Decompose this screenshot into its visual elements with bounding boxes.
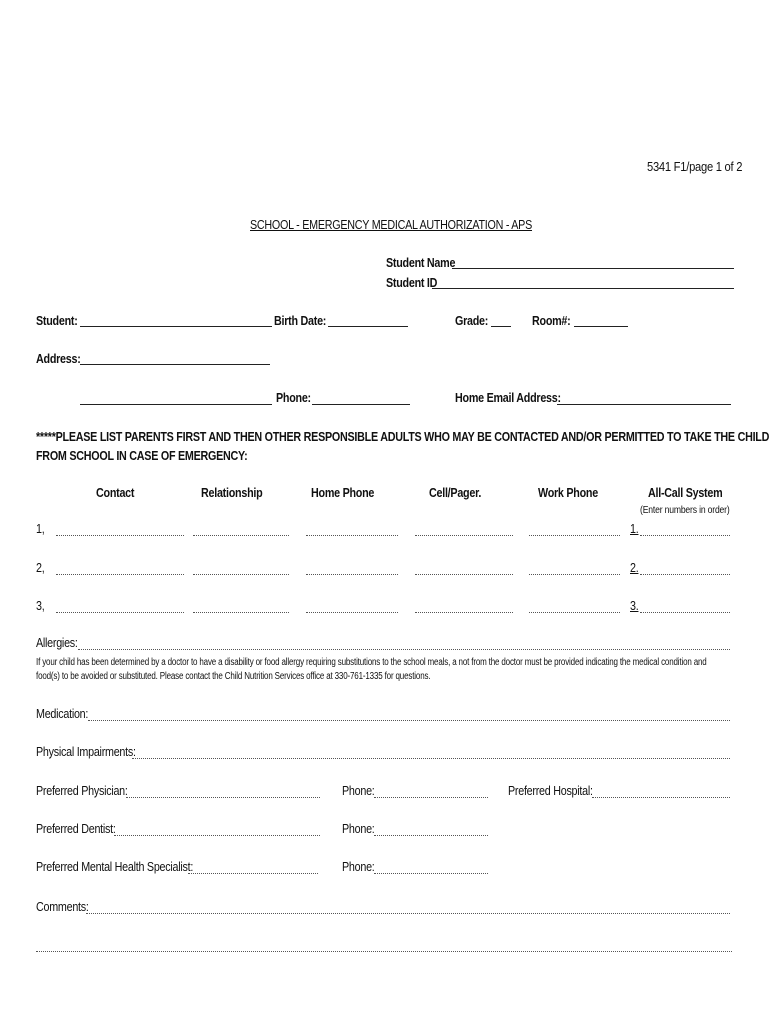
all-call-note: (Enter numbers in order) xyxy=(640,505,730,516)
address-label: Address: xyxy=(36,352,81,366)
allergies-label: Allergies: xyxy=(36,636,78,650)
allergies-field[interactable] xyxy=(78,649,730,650)
preferred-mh-label: Preferred Mental Health Specialist: xyxy=(36,860,194,874)
birth-date-field[interactable] xyxy=(328,326,408,327)
row1-contact-field[interactable] xyxy=(56,535,184,536)
student-id-field[interactable] xyxy=(432,288,734,289)
room-label: Room#: xyxy=(532,314,571,328)
allergy-note-line-1: If your child has been determined by a doctor to have a disability or food allergy requiring substitutions to the school meals, a not from the doctor must be provided indicating the medical condition and xyxy=(36,657,707,668)
row-number-3: 3, xyxy=(36,599,45,613)
instruction-line-2: FROM SCHOOL IN CASE OF EMERGENCY: xyxy=(36,449,248,463)
preferred-mh-field[interactable] xyxy=(188,873,318,874)
medication-field[interactable] xyxy=(88,720,730,721)
row2-allcall-number: 2. xyxy=(630,561,639,575)
row3-cell-field[interactable] xyxy=(415,612,513,613)
row2-home-phone-field[interactable] xyxy=(306,574,398,575)
row-number-2: 2, xyxy=(36,561,45,575)
home-email-label: Home Email Address: xyxy=(455,391,561,405)
home-email-field[interactable] xyxy=(557,404,731,405)
student-id-label: Student ID xyxy=(386,276,438,290)
instruction-line-1: *****PLEASE LIST PARENTS FIRST AND THEN OTHER RESPONSIBLE ADULTS WHO MAY BE CONTACTED AND/OR PERMITTED TO TAKE THE CHILD xyxy=(36,430,770,444)
phone-label: Phone: xyxy=(276,391,311,405)
row3-allcall-number: 3. xyxy=(630,599,639,613)
row2-contact-field[interactable] xyxy=(56,574,184,575)
row2-cell-field[interactable] xyxy=(415,574,513,575)
room-field[interactable] xyxy=(574,326,628,327)
row-number-1: 1, xyxy=(36,522,45,536)
row3-relationship-field[interactable] xyxy=(193,612,289,613)
phone-field[interactable] xyxy=(312,404,410,405)
dentist-phone-field[interactable] xyxy=(374,835,488,836)
row3-allcall-field[interactable] xyxy=(640,612,730,613)
preferred-physician-label: Preferred Physician: xyxy=(36,784,128,798)
row1-cell-field[interactable] xyxy=(415,535,513,536)
row3-home-phone-field[interactable] xyxy=(306,612,398,613)
row2-relationship-field[interactable] xyxy=(193,574,289,575)
row2-work-phone-field[interactable] xyxy=(529,574,620,575)
physician-phone-label: Phone: xyxy=(342,784,375,798)
physical-impairments-field[interactable] xyxy=(132,758,730,759)
student-name-label: Student Name xyxy=(386,256,456,270)
comments-field-line1[interactable] xyxy=(86,913,730,914)
row1-allcall-field[interactable] xyxy=(640,535,730,536)
preferred-hospital-field[interactable] xyxy=(592,797,730,798)
student-label: Student: xyxy=(36,314,78,328)
row1-relationship-field[interactable] xyxy=(193,535,289,536)
row3-contact-field[interactable] xyxy=(56,612,184,613)
preferred-dentist-field[interactable] xyxy=(114,835,320,836)
medication-label: Medication: xyxy=(36,707,89,721)
comments-field-line2[interactable] xyxy=(36,951,732,952)
row1-work-phone-field[interactable] xyxy=(529,535,620,536)
grade-label: Grade: xyxy=(455,314,489,328)
preferred-hospital-label: Preferred Hospital: xyxy=(508,784,593,798)
address-field-line1[interactable] xyxy=(80,364,270,365)
student-field[interactable] xyxy=(80,326,272,327)
row1-home-phone-field[interactable] xyxy=(306,535,398,536)
page-reference: 5341 F1/page 1 of 2 xyxy=(647,159,743,174)
allergy-note-line-2: food(s) to be avoided or substituted. Please contact the Child Nutrition Services office at 330-761-1335 for questions. xyxy=(36,671,431,682)
header-home-phone: Home Phone xyxy=(311,486,375,500)
physical-impairments-label: Physical Impairments: xyxy=(36,745,136,759)
row3-work-phone-field[interactable] xyxy=(529,612,620,613)
preferred-physician-field[interactable] xyxy=(126,797,320,798)
mh-phone-label: Phone: xyxy=(342,860,375,874)
header-contact: Contact xyxy=(96,486,135,500)
row1-allcall-number: 1. xyxy=(630,522,639,536)
dentist-phone-label: Phone: xyxy=(342,822,375,836)
header-all-call: All-Call System xyxy=(648,486,723,500)
row2-allcall-field[interactable] xyxy=(640,574,730,575)
header-relationship: Relationship xyxy=(201,486,263,500)
address-field-line2[interactable] xyxy=(80,404,272,405)
preferred-dentist-label: Preferred Dentist: xyxy=(36,822,116,836)
header-work-phone: Work Phone xyxy=(538,486,598,500)
birth-date-label: Birth Date: xyxy=(274,314,327,328)
student-name-field[interactable] xyxy=(452,268,734,269)
form-title: SCHOOL - EMERGENCY MEDICAL AUTHORIZATION - APS xyxy=(250,218,533,232)
comments-label: Comments: xyxy=(36,900,89,914)
physician-phone-field[interactable] xyxy=(374,797,488,798)
grade-field[interactable] xyxy=(491,326,511,327)
header-cell-pager: Cell/Pager. xyxy=(429,486,482,500)
mh-phone-field[interactable] xyxy=(374,873,488,874)
